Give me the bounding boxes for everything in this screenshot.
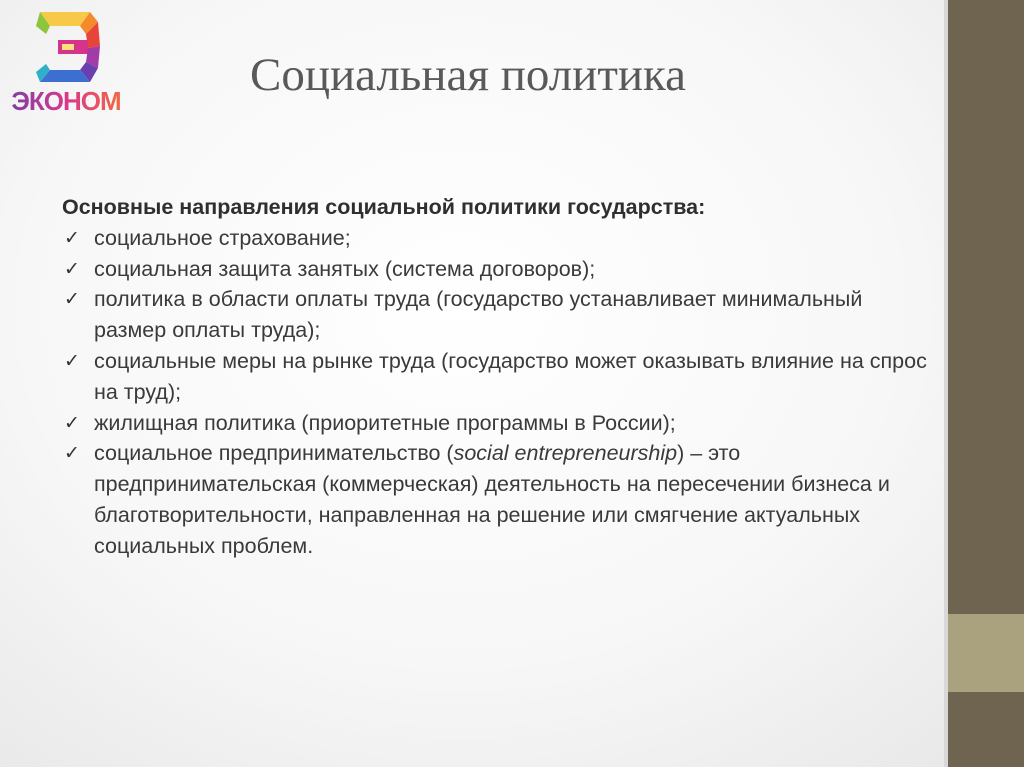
content-heading: Основные направления социальной политики государства: xyxy=(62,195,706,219)
checkmark-icon: ✓ xyxy=(64,288,80,311)
list-item xyxy=(62,254,932,285)
list-item-text: жилищная политика (приоритетные программы в России); xyxy=(94,410,676,435)
checkmark-icon: ✓ xyxy=(64,442,80,465)
list-item-text-before: социальное предпринимательство ( xyxy=(94,441,454,466)
list-item xyxy=(62,438,932,561)
list-item xyxy=(62,346,932,408)
list-item-text-after: ) – это предпринимательская (коммерческая) деятельность на пересечении бизнеса и благотворительности, направленная на решение или смягчение актуальных социальных проблем. xyxy=(94,441,890,558)
bullet-list xyxy=(62,223,932,562)
logo xyxy=(8,8,124,120)
list-item-text: социальное страхование; xyxy=(94,225,351,250)
slide-title: Социальная политика xyxy=(250,49,687,101)
list-item xyxy=(62,408,932,439)
checkmark-icon: ✓ xyxy=(64,349,80,372)
rainbow-letter-e-logo-icon xyxy=(8,8,124,88)
list-item xyxy=(62,284,932,346)
list-item-text: социальная защита занятых (система договоров); xyxy=(94,256,596,281)
checkmark-icon: ✓ xyxy=(64,257,80,280)
list-item xyxy=(62,223,932,254)
checkmark-icon: ✓ xyxy=(64,411,80,434)
list-item-text: политика в области оплаты труда (государство устанавливает минимальный размер оплаты труда); xyxy=(94,287,863,343)
slide-content xyxy=(62,192,932,562)
list-item-text-italic: social entrepreneurship xyxy=(453,441,678,466)
logo-text: ЭКОНОМ xyxy=(8,86,124,117)
checkmark-icon: ✓ xyxy=(64,226,80,249)
list-item-text: социальные меры на рынке труда (государство может оказывать влияние на спрос на труд); xyxy=(94,348,927,404)
sidebar-accent-block xyxy=(948,614,1024,692)
